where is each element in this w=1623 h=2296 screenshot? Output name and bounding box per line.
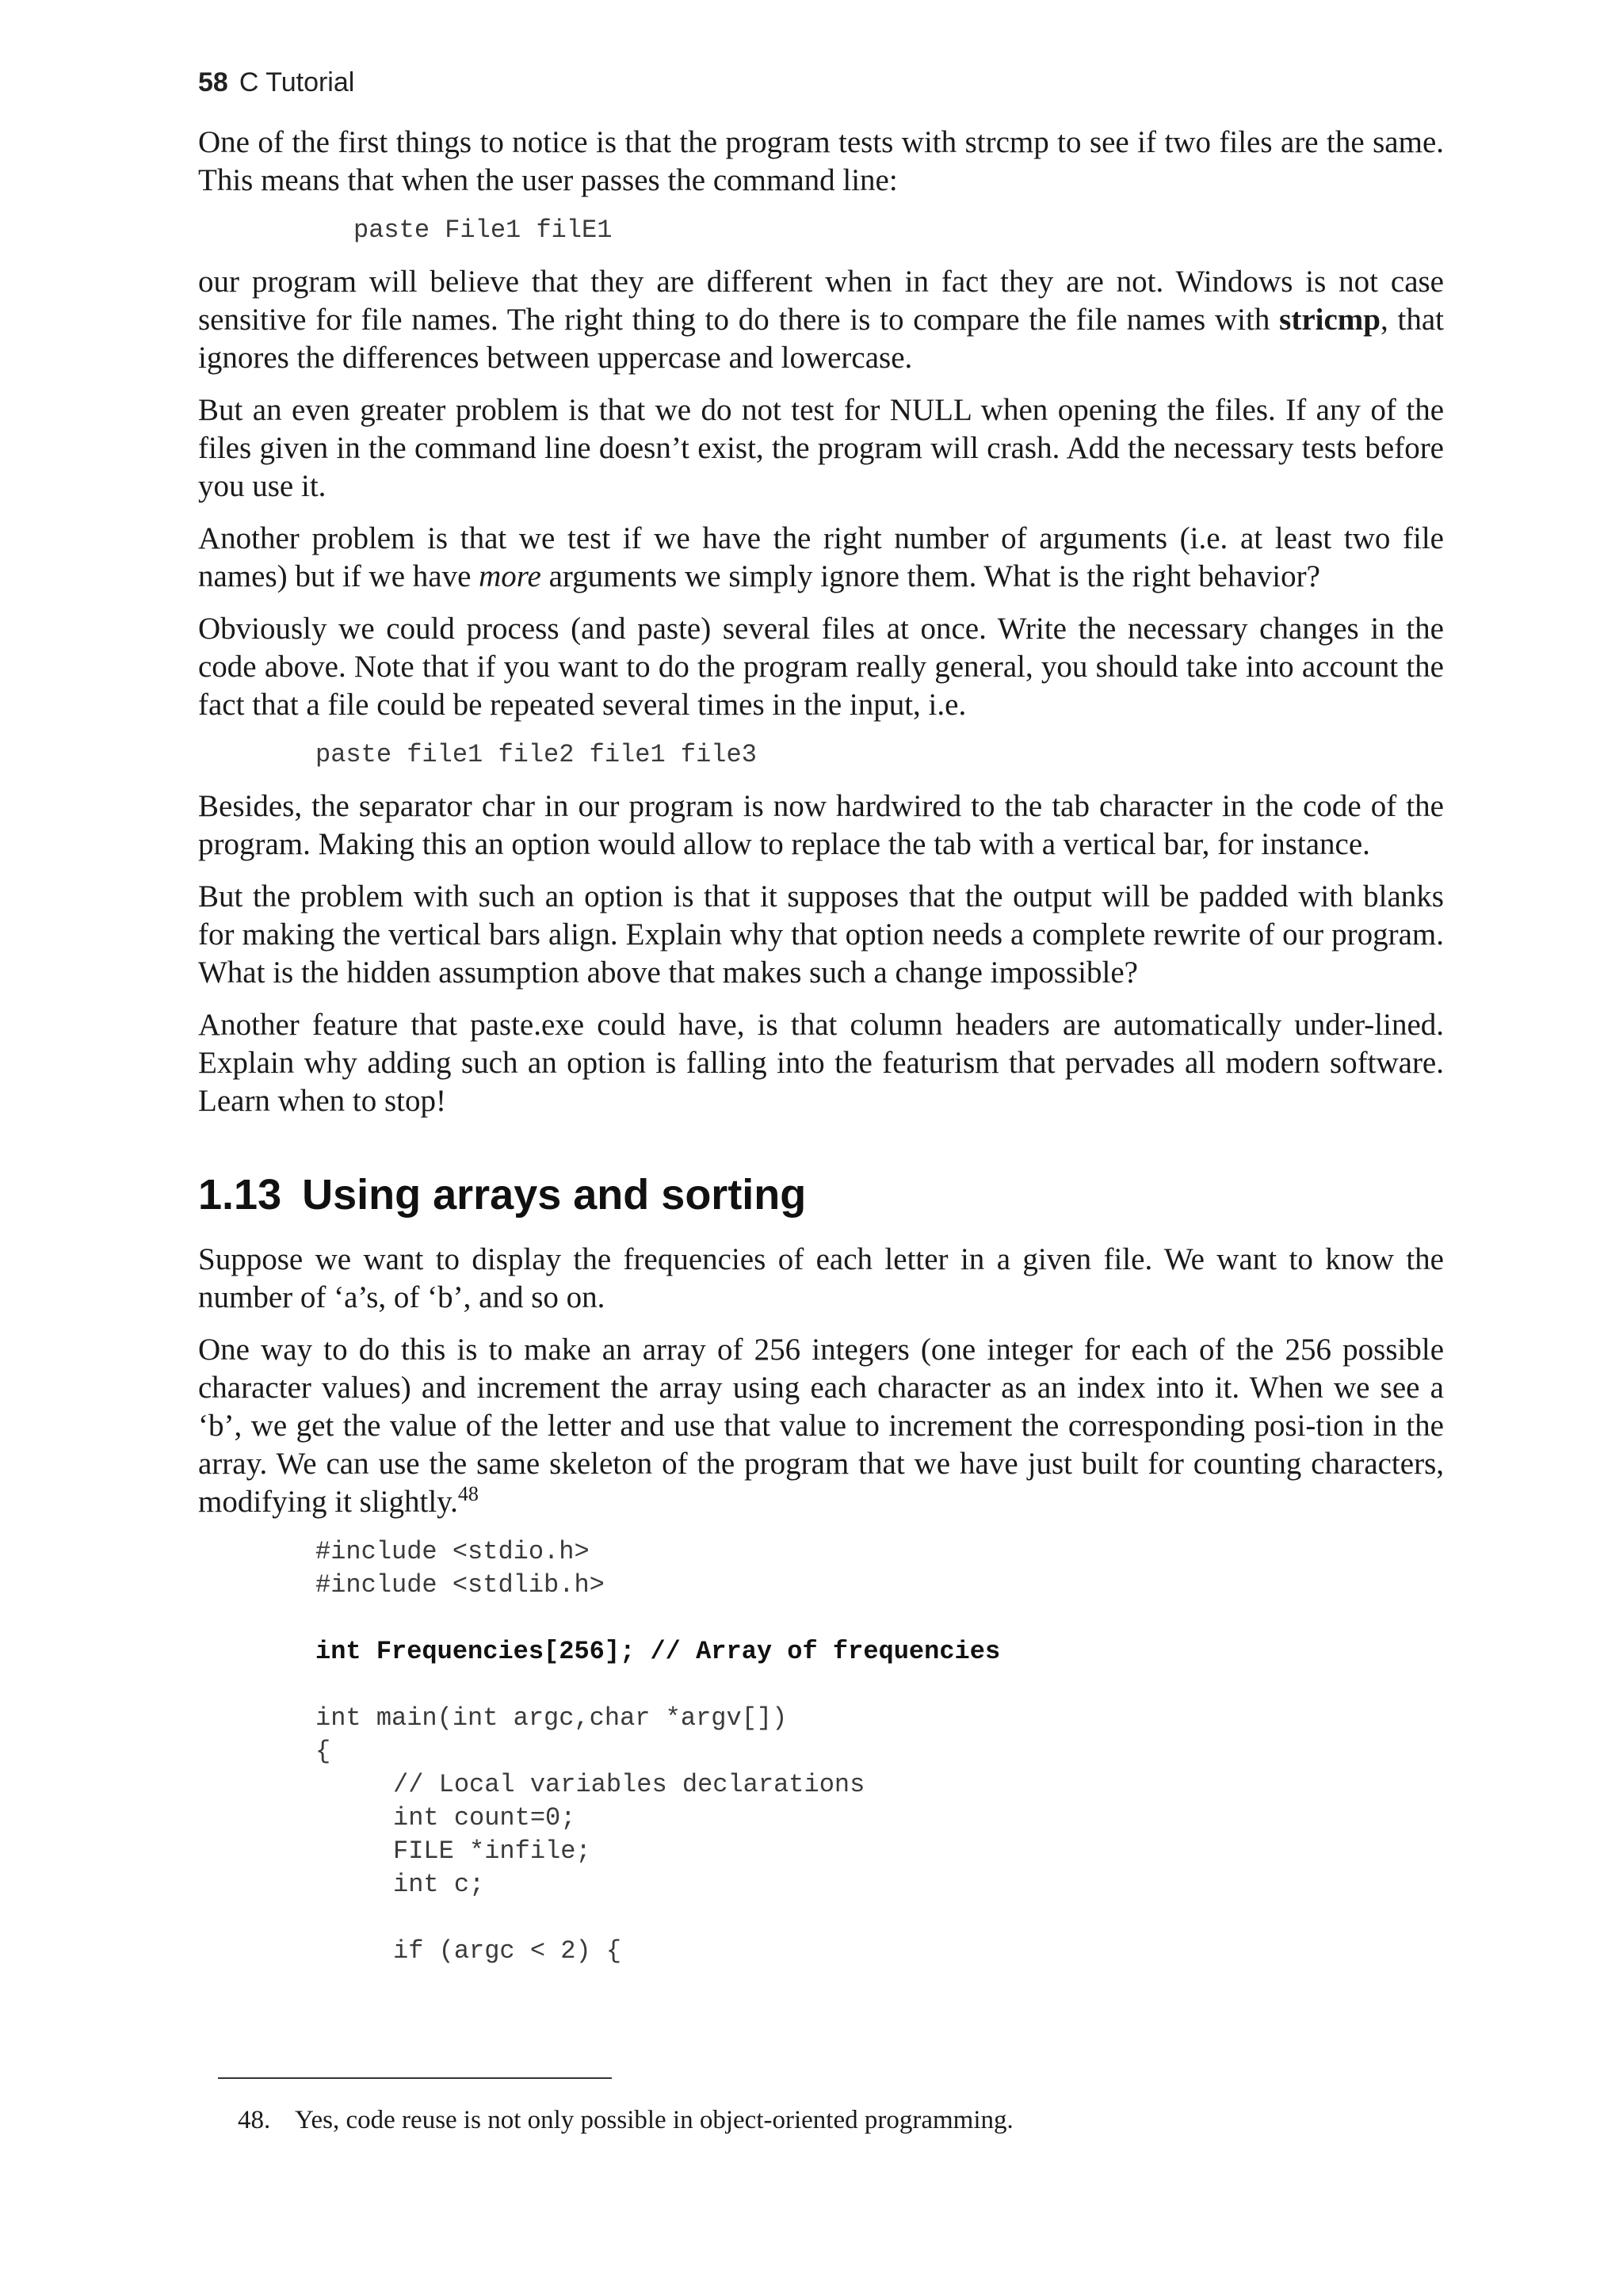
paragraph: But an even greater problem is that we do not test for NULL when opening the files. If any of the files given in the command line doesn’t exist, the program will crash. Add the necessary tests before you use it. — [198, 393, 1444, 503]
paragraph: Another feature that paste.exe could have, is that column headers are automatically under-lined. Explain why adding such an option is falling into the featurism that pervades all modern software. Learn when to stop! — [198, 1008, 1444, 1118]
code-line: int Frequencies[256]; // Array of frequencies — [315, 1637, 1001, 1666]
paragraph: Suppose we want to display the frequencies of each letter in a given file. We want to know the number of ‘a’s, of ‘b’, and so on. — [198, 1242, 1444, 1314]
paragraph-text: , that ignores the differences between uppercase and lowercase. — [198, 303, 1445, 375]
code-listing — [315, 1535, 1444, 1968]
paragraph-text: our program will believe that they are different when in fact they are not. Windows is not case sensitive for file names. The right thing to do there is to compare the file names with — [198, 265, 1444, 337]
paragraph: But the problem with such an option is that it supposes that the output will be padded with blanks for making the vertical bars align. Explain why that option needs a complete rewrite of our program. What is the hidden assumption above that makes such a change impossible? — [198, 879, 1444, 990]
code-line: int count=0; — [393, 1803, 576, 1833]
paragraph: Besides, the separator char in our program is now hardwired to the tab character in the code of the program. Making this an option would allow to replace the tab with a vertical bar, for instance. — [198, 789, 1444, 861]
page-number: 58 — [198, 67, 228, 97]
running-title: C Tutorial — [239, 67, 355, 97]
section-number: 1.13 — [198, 1171, 282, 1219]
footnote-number: 48. — [238, 2106, 271, 2134]
code-line: int main(int argc,char *argv[]) — [315, 1703, 788, 1733]
code-line: int c; — [393, 1870, 485, 1899]
paragraph — [198, 520, 1444, 596]
code-line: { — [315, 1737, 331, 1766]
running-header — [198, 67, 1444, 98]
code-line: #include <stdio.h> — [315, 1537, 590, 1566]
code-line: // Local variables declarations — [393, 1770, 865, 1799]
footnote — [238, 2104, 1014, 2136]
paragraph: Obviously we could process (and paste) several files at once. Write the necessary changes in the code above. Note that if you want to do the program really general, you should take into account the fact that a file could be repeated several times in the input, i.e. — [198, 612, 1444, 722]
footnote-text: Yes, code reuse is not only possible in object-oriented programming. — [295, 2106, 1014, 2134]
section-heading — [198, 1169, 1444, 1220]
italic-term: more — [479, 559, 541, 593]
code-line: if (argc < 2) { — [393, 1936, 622, 1966]
paragraph — [198, 1331, 1444, 1521]
paragraph: One of the first things to notice is that the program tests with strcmp to see if two files are the same. This means that when the user passes the command line: — [198, 125, 1444, 197]
paragraph-text: One way to do this is to make an array of 256 integers (one integer for each of the 256 possible character values) and increment the array using each character as an index into it. When we see a ‘b’, we get the value of the letter and use that value to increment the corresponding posi-tion in the array. We can use the same skeleton of the program that we have just built for counting characters, modifying it slightly. — [198, 1333, 1444, 1519]
bold-term: stricmp — [1279, 303, 1381, 337]
page-body — [198, 67, 1444, 1982]
footnote-reference: 48 — [457, 1482, 479, 1505]
paragraph-text: arguments we simply ignore them. What is the right behavior? — [540, 559, 1320, 593]
footnote-rule — [218, 2077, 612, 2079]
code-line: #include <stdlib.h> — [315, 1570, 605, 1600]
code-snippet: paste file1 file2 file1 file3 — [315, 740, 757, 769]
section-title: Using arrays and sorting — [302, 1171, 807, 1219]
paragraph — [198, 263, 1444, 377]
paragraph-text: Another problem is that we test if we have the right number of arguments (i.e. at least two file names) but if we have — [198, 521, 1444, 593]
code-snippet: paste File1 filE1 — [353, 215, 613, 245]
code-line: FILE *infile; — [393, 1836, 591, 1866]
